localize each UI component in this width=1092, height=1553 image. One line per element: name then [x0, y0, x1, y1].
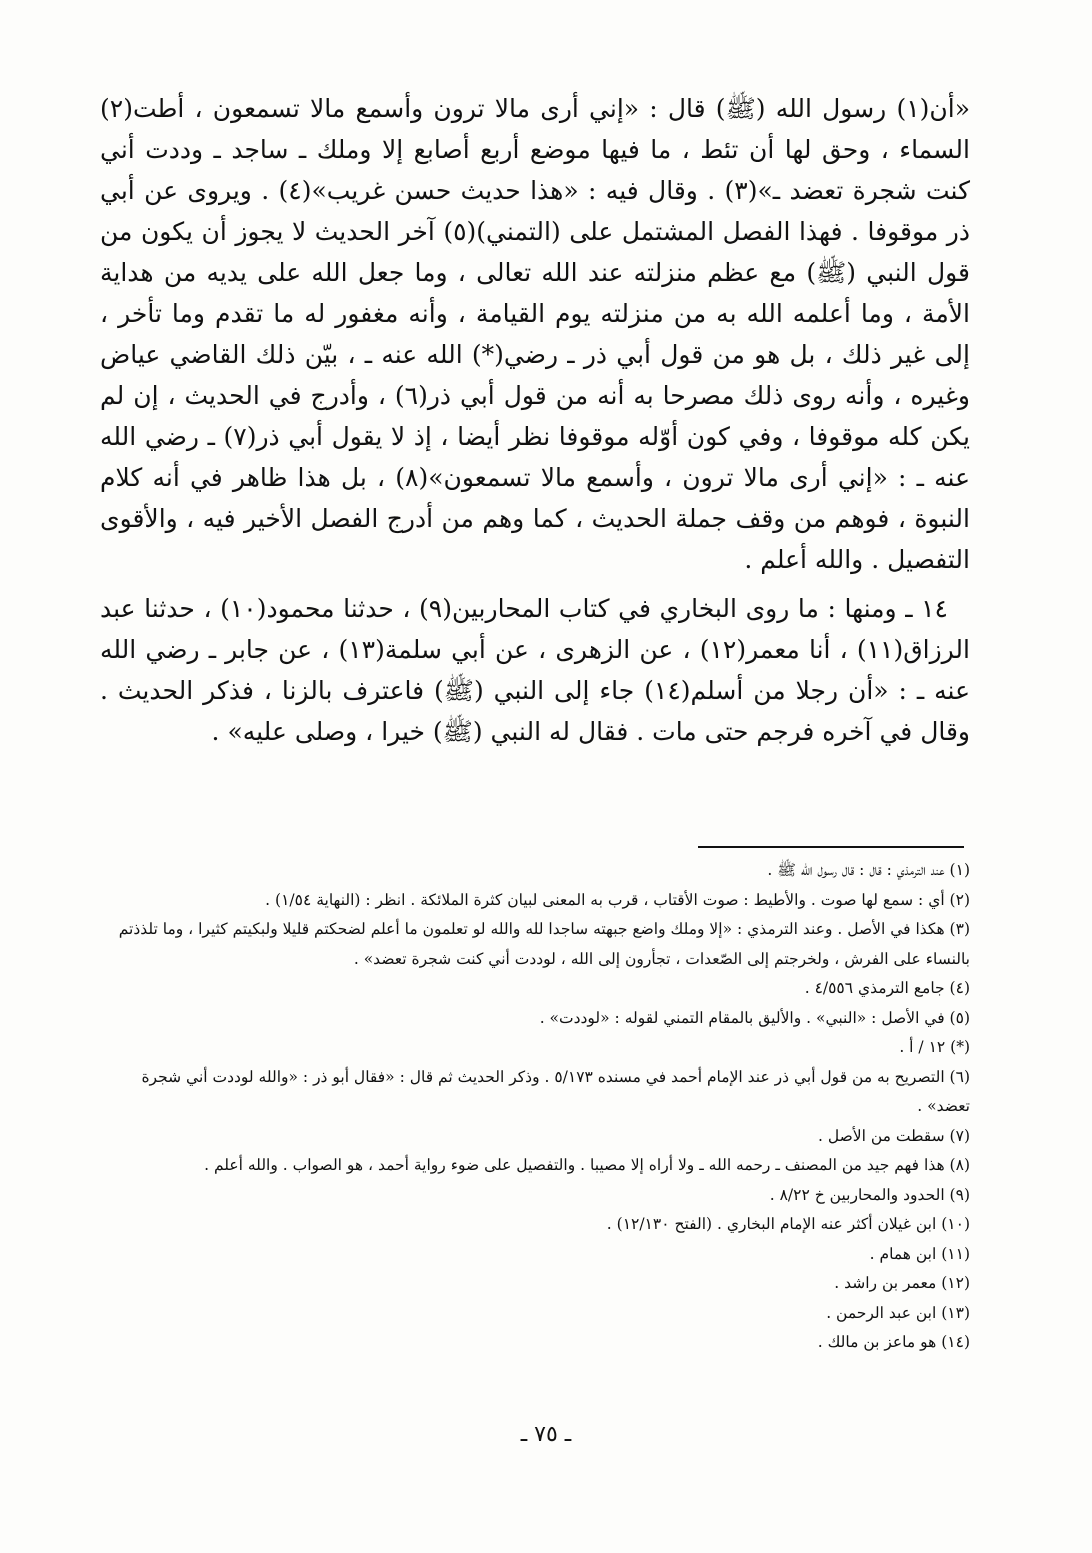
footnote: (١١) ابن همام .: [869, 1244, 970, 1263]
footnotes: [100, 856, 970, 1358]
footnote: (١) عند الترمذي : قال : قال رسول الله ﷺ .: [767, 861, 970, 879]
footnote: (٦) التصريح به من قول أبي ذر عند الإمام أحمد في مسنده ٥/١٧٣ . وذكر الحديث ثم قال : «فقال أبو ذر : «والله لوددت أني شجرة تعضد» .: [141, 1067, 970, 1115]
footnote: (٧) سقطت من الأصل .: [818, 1126, 970, 1145]
footnote: (*) ١٢ / أ .: [899, 1038, 970, 1056]
footnote: (٨) هذا فهم جيد من المصنف ـ رحمه الله ـ ولا أراه إلا مصيبا . والتفصيل على ضوء رواية أحمد ، هو الصواب . والله أعلم .: [204, 1156, 970, 1174]
main-text: [100, 88, 970, 752]
main-paragraph: «أن(١) رسول الله (ﷺ) قال : «إني أرى مالا ترون وأسمع مالا تسمعون ، أطت(٢) السماء ، وحق لها أن تئط ، ما فيها موضع أربع أصابع إلا وملك ـ ساجد ـ وددت أني كنت شجرة تعضد ـ»(٣) . وقال فيه : «هذا حديث حسن غريب»(٤) . ويروى عن أبي ذر موقوفا . فهذا الفصل المشتمل على (التمني)(٥) آخر الحديث لا يجوز أن يكون من قول النبي (ﷺ) مع عظم منزلته عند الله تعالى ، وما جعل الله على يديه من هداية الأمة ، وما أعلمه الله به من منزلته يوم القيامة ، وأنه مغفور له ما تقدم وما تأخر ، إلى غير ذلك ، بل هو من قول أبي ذر ـ رضي(*) الله عنه ـ ، بيّن ذلك القاضي عياض وغيره ، وأنه روى ذلك مصرحا به أنه من قول أبي ذر(٦) ، وأدرج في الحديث ، إن لم يكن كله موقوفا ، وفي كون أوّله موقوفا نظر أيضا ، إذ لا يقول أبي ذر(٧) ـ رضي الله عنه ـ : «إني أرى مالا ترون ، وأسمع مالا تسمعون»(٨) ، بل هذا ظاهر في أنه كلام النبوة ، فوهم من وقف جملة الحديث ، كما وهم من أدرج الفصل الأخير فيه ، والأقوى التفصيل . والله أعلم .: [100, 94, 970, 574]
footnote: (٩) الحدود والمحاربين خ ٨/٢٢ .: [769, 1185, 970, 1204]
page-number: ـ ٧٥ ـ: [520, 1422, 572, 1447]
footnote: (١٠) ابن غيلان أكثر عنه الإمام البخاري . (الفتح ١٢/١٣٠) .: [606, 1215, 970, 1233]
footnote-separator: [698, 846, 964, 848]
main-paragraph: ١٤ ـ ومنها : ما روى البخاري في كتاب المحاربين(٩) ، حدثنا محمود(١٠) ، حدثنا عبد الرزاق(١١) ، أنا معمر(١٢) ، عن الزهرى ، عن أبي سلمة(١٣) ، عن جابر ـ رضي الله عنه ـ : «أن رجلا من أسلم(١٤) جاء إلى النبي (ﷺ) فاعترف بالزنا ، فذكر الحديث . وقال في آخره فرجم حتى مات . فقال له النبي (ﷺ) خيرا ، وصلى عليه» .: [100, 594, 970, 746]
footnote: (٢) أي : سمع لها صوت . والأطيط : صوت الأقتاب ، قرب به المعنى لبيان كثرة الملائكة . انظر : (النهاية ١/٥٤) .: [265, 890, 970, 909]
footnote: (١٣) ابن عبد الرحمن .: [826, 1303, 970, 1322]
footnote: (١٤) هو ماعز بن مالك .: [817, 1333, 970, 1351]
footnote: (٣) هكذا في الأصل . وعند الترمذي : «إلا وملك واضع جبهته ساجدا لله والله لو تعلمون ما أعلم لضحكتم قليلا ولبكيتم كثيرا ، وما تلذذتم بالنساء على الفرش ، ولخرجتم إلى الصّعدات ، تجأرون إلى الله ، لوددت أني كنت شجرة تعضد» .: [118, 920, 970, 968]
footnote: (١٢) معمر بن راشد .: [834, 1274, 970, 1292]
footnote: (٥) في الأصل : «النبي» . والأليق بالمقام التمني لقوله : «لوددت» .: [539, 1008, 970, 1027]
footnote: (٤) جامع الترمذي ٤/٥٥٦ .: [804, 979, 970, 997]
